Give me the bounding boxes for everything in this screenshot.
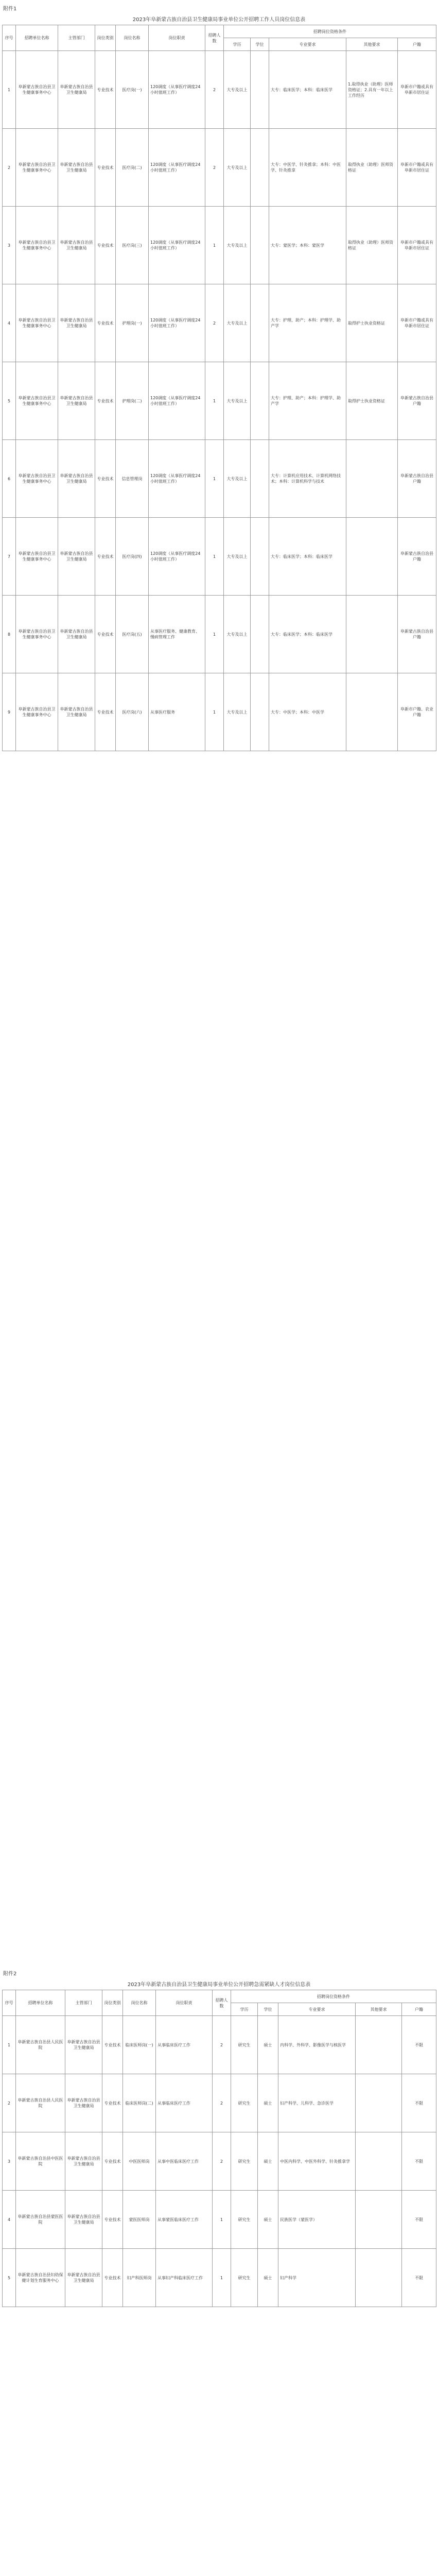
cell-unit: 阜新蒙古族自治县妇幼保健计划生育服务中心 (16, 2249, 65, 2307)
cell-desc: 120调度（从事医疗调度24小时值班工作） (149, 284, 205, 362)
cell-dept: 阜新蒙古族自治县卫生健康局 (58, 207, 95, 284)
cell-num: 2 (205, 51, 224, 129)
cell-other: 取得护士执业资格证 (346, 362, 398, 440)
cell-unit: 阜新蒙古族自治县卫生健康事务中心 (16, 284, 58, 362)
table-row (3, 207, 436, 284)
cell-num: 1 (205, 673, 224, 751)
cell-dept: 阜新蒙古族自治县卫生健康局 (65, 2132, 102, 2191)
cell-dept: 阜新蒙古族自治县卫生健康局 (58, 362, 95, 440)
cell-degree (251, 207, 269, 284)
header-hukou: 户籍 (398, 38, 436, 51)
cell-unit: 阜新蒙古族自治县卫生健康事务中心 (16, 673, 58, 751)
cell-desc: 从事临床医疗工作 (156, 2016, 213, 2074)
header-desc: 岗位职责 (156, 1990, 213, 2016)
cell-dept: 阜新蒙古族自治县卫生健康局 (65, 2249, 102, 2307)
cell-other (346, 596, 398, 673)
cell-desc: 从事医疗服务、健康教育、慢病管理工作 (149, 596, 205, 673)
cell-seq: 4 (3, 284, 16, 362)
cell-nature: 专业技术 (95, 440, 116, 518)
table-header-row (3, 25, 436, 38)
cell-nature: 专业技术 (95, 129, 116, 207)
cell-degree (251, 596, 269, 673)
cell-nature: 专业技术 (102, 2249, 123, 2307)
table-header-row (3, 1990, 436, 2003)
cell-desc: 120调度（从事医疗调度24小时值班工作） (149, 207, 205, 284)
cell-seq: 9 (3, 673, 16, 751)
attachment-label-1: 附件1 (3, 6, 17, 12)
cell-num: 1 (205, 207, 224, 284)
cell-unit: 阜新蒙古族自治县卫生健康事务中心 (16, 518, 58, 596)
cell-desc: 120调度（从事医疗调度24小时值班工作） (149, 129, 205, 207)
cell-other (356, 2191, 402, 2249)
cell-seq: 5 (3, 362, 16, 440)
cell-degree (251, 51, 269, 129)
header-qual-group: 招聘岗位资格条件 (224, 25, 436, 38)
cell-degree: 硕士 (258, 2132, 278, 2191)
cell-dept: 阜新蒙古族自治县卫生健康局 (58, 518, 95, 596)
cell-nature: 专业技术 (95, 284, 116, 362)
cell-degree: 硕士 (258, 2074, 278, 2132)
cell-degree (251, 129, 269, 207)
cell-major: 大专：蒙医学；本科：蒙医学 (269, 207, 346, 284)
cell-hukou: 不限 (402, 2074, 436, 2132)
cell-dept: 阜新蒙古族自治县卫生健康局 (58, 284, 95, 362)
table-body-2 (3, 2016, 436, 2307)
cell-degree (251, 284, 269, 362)
table-row (3, 596, 436, 673)
cell-num: 2 (213, 2074, 231, 2132)
cell-unit: 阜新蒙古族自治县卫生健康事务中心 (16, 596, 58, 673)
header-nature: 岗位类别 (95, 25, 116, 51)
cell-unit: 阜新蒙古族自治县中医医院 (16, 2132, 65, 2191)
cell-major: 内科学、外科学、影像医学与核医学 (278, 2016, 356, 2074)
cell-edu: 大专及以上 (224, 129, 251, 207)
cell-major: 妇产科学、儿科学、急诊医学 (278, 2074, 356, 2132)
cell-other: 取得执业（助理）医师资格证 (346, 129, 398, 207)
cell-nature: 专业技术 (102, 2191, 123, 2249)
header-qual-group: 招聘岗位资格条件 (231, 1990, 436, 2003)
cell-edu: 大专及以上 (224, 362, 251, 440)
cell-pos: 中医医师岗 (123, 2132, 156, 2191)
table-title-2: 2023年阜新蒙古族自治县卫生健康局事业单位公开招聘急需紧缺人才岗位信息表 (127, 1982, 311, 1988)
cell-num: 1 (213, 2249, 231, 2307)
cell-degree: 硕士 (258, 2191, 278, 2249)
cell-pos: 医疗岗(四) (116, 518, 149, 596)
cell-degree: 硕士 (258, 2016, 278, 2074)
cell-dept: 阜新蒙古族自治县卫生健康局 (58, 51, 95, 129)
cell-hukou: 阜新市户籍、农业户籍 (398, 673, 436, 751)
table-row (3, 2016, 436, 2074)
cell-major: 大专：临床医学；本科：临床医学 (269, 51, 346, 129)
positions-table-1 (2, 25, 436, 751)
cell-other (356, 2249, 402, 2307)
cell-major: 大专：计算机应用技术、计算机网络技术；本科：计算机科学与技术 (269, 440, 346, 518)
cell-edu: 大专及以上 (224, 440, 251, 518)
cell-pos: 医疗岗(一) (116, 51, 149, 129)
cell-hukou: 阜新蒙古族自治县户籍 (398, 362, 436, 440)
cell-edu: 研究生 (231, 2132, 258, 2191)
cell-seq: 3 (3, 207, 16, 284)
cell-seq: 1 (3, 2016, 16, 2074)
header-other: 其他要求 (346, 38, 398, 51)
cell-degree: 硕士 (258, 2249, 278, 2307)
header-edu: 学历 (224, 38, 251, 51)
cell-nature: 专业技术 (95, 207, 116, 284)
cell-desc: 从事中医临床医疗工作 (156, 2132, 213, 2191)
cell-major: 妇产科学 (278, 2249, 356, 2307)
cell-pos: 医疗岗(六) (116, 673, 149, 751)
cell-hukou: 不限 (402, 2016, 436, 2074)
header-dept: 主管部门 (58, 25, 95, 51)
cell-hukou: 阜新蒙古族自治县户籍 (398, 518, 436, 596)
cell-hukou: 阜新蒙古族自治县户籍 (398, 440, 436, 518)
cell-edu: 研究生 (231, 2191, 258, 2249)
cell-hukou: 阜新市户籍或具有阜新市居住证 (398, 51, 436, 129)
cell-pos: 信息管理岗 (116, 440, 149, 518)
cell-edu: 研究生 (231, 2016, 258, 2074)
header-nature: 岗位类别 (102, 1990, 123, 2016)
cell-desc: 从事蒙医临床医疗工作 (156, 2191, 213, 2249)
table-continuation-space (2, 751, 436, 1969)
table-row (3, 129, 436, 207)
cell-major: 大专：中医学；本科：中医学 (269, 673, 346, 751)
cell-seq: 2 (3, 129, 16, 207)
header-major: 专业要求 (278, 2003, 356, 2016)
header-pos: 岗位名称 (116, 25, 149, 51)
cell-num: 2 (213, 2132, 231, 2191)
cell-num: 1 (205, 518, 224, 596)
cell-edu: 大专及以上 (224, 518, 251, 596)
cell-nature: 专业技术 (95, 596, 116, 673)
cell-nature: 专业技术 (95, 51, 116, 129)
cell-major: 中医内科学、中医外科学、针灸推拿学 (278, 2132, 356, 2191)
cell-unit: 阜新蒙古族自治县人民医院 (16, 2016, 65, 2074)
cell-pos: 临床医师岗(二) (123, 2074, 156, 2132)
cell-pos: 医疗岗(二) (116, 129, 149, 207)
cell-num: 1 (205, 362, 224, 440)
cell-hukou: 不限 (402, 2132, 436, 2191)
header-degree: 学位 (258, 2003, 278, 2016)
cell-unit: 阜新蒙古族自治县卫生健康事务中心 (16, 51, 58, 129)
cell-seq: 3 (3, 2132, 16, 2191)
cell-num: 2 (205, 284, 224, 362)
header-seq: 序号 (3, 25, 16, 51)
cell-pos: 医疗岗(五) (116, 596, 149, 673)
cell-other (346, 440, 398, 518)
cell-num: 2 (205, 129, 224, 207)
cell-hukou: 不限 (402, 2249, 436, 2307)
cell-major: 大专：护理、助产；本科：护理学、助产学 (269, 362, 346, 440)
cell-other: 取得护士执业资格证 (346, 284, 398, 362)
cell-nature: 专业技术 (95, 518, 116, 596)
cell-degree (251, 518, 269, 596)
positions-table-2 (2, 1990, 436, 2307)
table-row (3, 440, 436, 518)
cell-edu: 大专及以上 (224, 673, 251, 751)
header-seq: 序号 (3, 1990, 16, 2016)
cell-nature: 专业技术 (102, 2074, 123, 2132)
cell-nature: 专业技术 (95, 673, 116, 751)
cell-edu: 大专及以上 (224, 51, 251, 129)
table-row (3, 2132, 436, 2191)
cell-hukou: 阜新市户籍或具有阜新市居住证 (398, 207, 436, 284)
header-desc: 岗位职责 (149, 25, 205, 51)
cell-pos: 妇产科医师岗 (123, 2249, 156, 2307)
cell-unit: 阜新蒙古族自治县蒙医医院 (16, 2191, 65, 2249)
cell-dept: 阜新蒙古族自治县卫生健康局 (65, 2191, 102, 2249)
cell-dept: 阜新蒙古族自治县卫生健康局 (58, 596, 95, 673)
header-dept: 主管部门 (65, 1990, 102, 2016)
cell-pos: 护理岗(一) (116, 284, 149, 362)
cell-other (356, 2016, 402, 2074)
cell-dept: 阜新蒙古族自治县卫生健康局 (58, 673, 95, 751)
cell-desc: 120调度（从事医疗调度24小时值班工作） (149, 518, 205, 596)
cell-seq: 5 (3, 2249, 16, 2307)
cell-other (346, 673, 398, 751)
cell-unit: 阜新蒙古族自治县卫生健康事务中心 (16, 129, 58, 207)
cell-pos: 医疗岗(三) (116, 207, 149, 284)
table-body-1 (3, 51, 436, 751)
cell-edu: 研究生 (231, 2074, 258, 2132)
table-row (3, 362, 436, 440)
cell-degree (251, 362, 269, 440)
cell-desc: 从事妇产科临床医疗工作 (156, 2249, 213, 2307)
table-row (3, 51, 436, 129)
cell-desc: 从事医疗服务 (149, 673, 205, 751)
header-pos: 岗位名称 (123, 1990, 156, 2016)
table-title-1: 2023年阜新蒙古族自治县卫生健康局事业单位公开招聘工作人员岗位信息表 (132, 17, 306, 23)
cell-dept: 阜新蒙古族自治县卫生健康局 (58, 440, 95, 518)
cell-hukou: 阜新蒙古族自治县户籍 (398, 596, 436, 673)
header-other: 其他要求 (356, 2003, 402, 2016)
cell-desc: 从事临床医疗工作 (156, 2074, 213, 2132)
cell-degree (251, 673, 269, 751)
cell-degree (251, 440, 269, 518)
cell-major: 民族医学（蒙医学） (278, 2191, 356, 2249)
cell-major: 大专：中医学、针灸推拿；本科：中医学、针灸推拿 (269, 129, 346, 207)
cell-unit: 阜新蒙古族自治县人民医院 (16, 2074, 65, 2132)
cell-desc: 120调度（从事医疗调度24小时值班工作） (149, 440, 205, 518)
cell-dept: 阜新蒙古族自治县卫生健康局 (58, 129, 95, 207)
cell-nature: 专业技术 (95, 362, 116, 440)
page-bottom-space (2, 2307, 436, 2331)
cell-num: 1 (213, 2191, 231, 2249)
cell-other (346, 518, 398, 596)
table-row (3, 2074, 436, 2132)
cell-major: 大专：护理、助产；本科：护理学、助产学 (269, 284, 346, 362)
cell-dept: 阜新蒙古族自治县卫生健康局 (65, 2016, 102, 2074)
cell-pos: 临床医师岗(一) (123, 2016, 156, 2074)
header-num: 招聘人数 (213, 1990, 231, 2016)
table-row (3, 518, 436, 596)
cell-seq: 2 (3, 2074, 16, 2132)
cell-other (356, 2132, 402, 2191)
cell-other: 1.取得执业（助理）医师资格证；2.具有一年以上工作经历 (346, 51, 398, 129)
header-degree: 学位 (251, 38, 269, 51)
cell-hukou: 不限 (402, 2191, 436, 2249)
cell-seq: 1 (3, 51, 16, 129)
header-unit: 招聘单位名称 (16, 1990, 65, 2016)
cell-num: 2 (213, 2016, 231, 2074)
cell-seq: 6 (3, 440, 16, 518)
cell-other (356, 2074, 402, 2132)
cell-unit: 阜新蒙古族自治县卫生健康事务中心 (16, 207, 58, 284)
cell-other: 取得执业（助理）医师资格证 (346, 207, 398, 284)
cell-unit: 阜新蒙古族自治县卫生健康事务中心 (16, 440, 58, 518)
table-row (3, 2249, 436, 2307)
table-row (3, 2191, 436, 2249)
header-hukou: 户籍 (402, 2003, 436, 2016)
cell-hukou: 阜新市户籍或具有阜新市居住证 (398, 129, 436, 207)
cell-hukou: 阜新市户籍或具有阜新市居住证 (398, 284, 436, 362)
attachment-label-2: 附件2 (3, 1971, 17, 1977)
header-major: 专业要求 (269, 38, 346, 51)
table-row (3, 673, 436, 751)
cell-edu: 大专及以上 (224, 596, 251, 673)
cell-pos: 蒙医医师岗 (123, 2191, 156, 2249)
table-row (3, 284, 436, 362)
header-edu: 学历 (231, 2003, 258, 2016)
cell-seq: 4 (3, 2191, 16, 2249)
cell-pos: 护理岗(二) (116, 362, 149, 440)
cell-num: 1 (205, 596, 224, 673)
cell-desc: 120调度（从事医疗调度24小时值班工作） (149, 362, 205, 440)
cell-desc: 120调度（从事医疗调度24小时值班工作） (149, 51, 205, 129)
cell-edu: 研究生 (231, 2249, 258, 2307)
cell-edu: 大专及以上 (224, 284, 251, 362)
cell-nature: 专业技术 (102, 2016, 123, 2074)
cell-seq: 7 (3, 518, 16, 596)
header-num: 招聘人数 (205, 25, 224, 51)
header-unit: 招聘单位名称 (16, 25, 58, 51)
cell-edu: 大专及以上 (224, 207, 251, 284)
cell-nature: 专业技术 (102, 2132, 123, 2191)
cell-unit: 阜新蒙古族自治县卫生健康事务中心 (16, 362, 58, 440)
cell-seq: 8 (3, 596, 16, 673)
cell-num: 1 (205, 440, 224, 518)
cell-major: 大专：临床医学；本科：临床医学 (269, 596, 346, 673)
cell-major: 大专：临床医学；本科：临床医学 (269, 518, 346, 596)
cell-dept: 阜新蒙古族自治县卫生健康局 (65, 2074, 102, 2132)
